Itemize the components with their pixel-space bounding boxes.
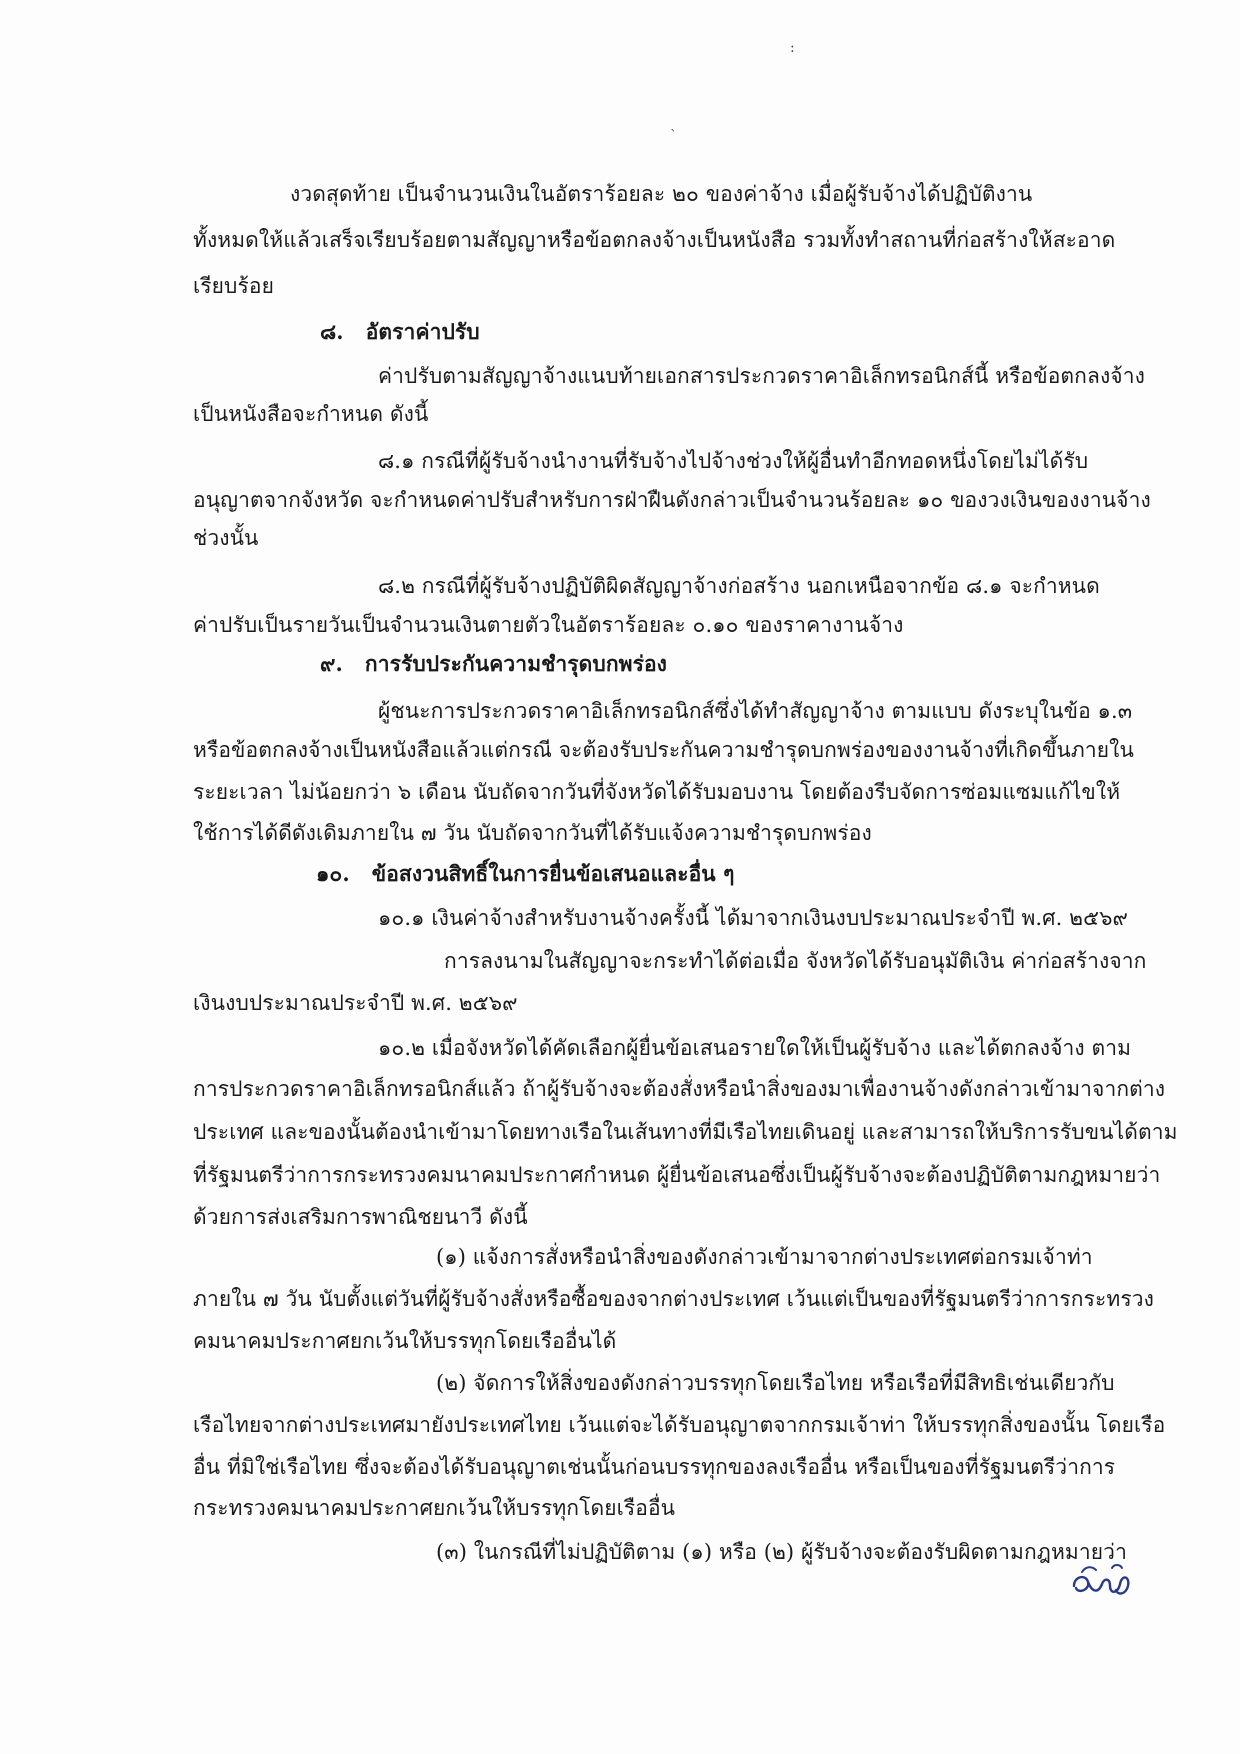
section-heading-9	[320, 650, 667, 678]
para-line: (๒) จัดการให้สิ่งของดังกล่าวบรรทุกโดยเรือไทย หรือเรือที่มีสิทธิเช่นเดียวกับ	[436, 1371, 1115, 1395]
para-line: เรียบร้อย	[193, 274, 274, 298]
para-line: การลงนามในสัญญาจะกระทำได้ต่อเมื่อ จังหวัดได้รับอนุมัติเงิน ค่าก่อสร้างจาก	[444, 949, 1147, 973]
para-line: ค่าปรับตามสัญญาจ้างแนบท้ายเอกสารประกวดราคาอิเล็กทรอนิกส์นี้ หรือข้อตกลงจ้าง	[378, 364, 1145, 388]
para-line: เรือไทยจากต่างประเทศมายังประเทศไทย เว้นแต่จะได้รับอนุญาตจากกรมเจ้าท่า ให้บรรทุกสิ่งของนั้น โดยเรือ	[193, 1413, 1166, 1437]
para-line: หรือข้อตกลงจ้างเป็นหนังสือแล้วแต่กรณี จะต้องรับประกันความชำรุดบกพร่องของงานจ้างที่เกิดขึ้นภายใน	[193, 738, 1134, 762]
para-line: การประกวดราคาอิเล็กทรอนิกส์แล้ว ถ้าผู้รับจ้างจะต้องสั่งหรือนำสิ่งของมาเพื่องานจ้างดังกล่าวเข้ามาจากต่าง	[193, 1077, 1166, 1101]
section-heading-10	[316, 860, 735, 888]
para-line: (๓) ในกรณีที่ไม่ปฏิบัติตาม (๑) หรือ (๒) ผู้รับจ้างจะต้องรับผิดตามกฎหมายว่า	[436, 1540, 1127, 1564]
page-mark-tick: `	[670, 128, 677, 144]
para-line: ภายใน ๗ วัน นับตั้งแต่วันที่ผู้รับจ้างสั่งหรือซื้อของจากต่างประเทศ เว้นแต่เป็นของที่รัฐมนตรีว่าการกระทรวง	[193, 1287, 1154, 1311]
para-line: ระยะเวลา ไม่น้อยกว่า ๖ เดือน นับถัดจากวันที่จังหวัดได้รับมอบงาน โดยต้องรีบจัดการซ่อมแซมแก้ไขให้	[193, 780, 1121, 804]
page-mark-colon: :	[790, 40, 795, 56]
section-number: ๑๐.	[316, 861, 350, 886]
section-title: อัตราค่าปรับ	[365, 319, 480, 344]
section-title: การรับประกันความชำรุดบกพร่อง	[364, 651, 668, 676]
section-number: ๘.	[320, 319, 344, 344]
handwritten-signature	[1068, 1554, 1140, 1604]
para-line: ๘.๒ กรณีที่ผู้รับจ้างปฏิบัติผิดสัญญาจ้างก่อสร้าง นอกเหนือจากข้อ ๘.๑ จะกำหนด	[378, 574, 1100, 598]
para-line: (๑) แจ้งการสั่งหรือนำสิ่งของดังกล่าวเข้ามาจากต่างประเทศต่อกรมเจ้าท่า	[436, 1245, 1093, 1269]
para-line: ประเทศ และของนั้นต้องนำเข้ามาโดยทางเรือในเส้นทางที่มีเรือไทยเดินอยู่ และสามารถให้บริการรับขนได้ตาม	[193, 1120, 1178, 1144]
para-line: เป็นหนังสือจะกำหนด ดังนี้	[193, 402, 429, 426]
para-line: ทั้งหมดให้แล้วเสร็จเรียบร้อยตามสัญญาหรือข้อตกลงจ้างเป็นหนังสือ รวมทั้งทำสถานที่ก่อสร้างให้สะอาด	[193, 228, 1116, 252]
section-heading-8	[320, 318, 480, 346]
para-line: ค่าปรับเป็นรายวันเป็นจำนวนเงินตายตัวในอัตราร้อยละ ๐.๑๐ ของราคางานจ้าง	[193, 613, 904, 637]
para-line: ผู้ชนะการประกวดราคาอิเล็กทรอนิกส์ซึ่งได้ทำสัญญาจ้าง ตามแบบ ดังระบุในข้อ ๑.๓	[378, 699, 1133, 723]
para-line: ๑๐.๒ เมื่อจังหวัดได้คัดเลือกผู้ยื่นข้อเสนอรายใดให้เป็นผู้รับจ้าง และได้ตกลงจ้าง ตาม	[378, 1036, 1132, 1060]
para-line: ด้วยการส่งเสริมการพาณิชยนาวี ดังนี้	[193, 1205, 528, 1229]
para-line: ช่วงนั้น	[193, 526, 259, 550]
para-line: ๘.๑ กรณีที่ผู้รับจ้างนำงานที่รับจ้างไปจ้างช่วงให้ผู้อื่นทำอีกทอดหนึ่งโดยไม่ได้รับ	[378, 449, 1089, 473]
para-line: อื่น ที่มิใช่เรือไทย ซึ่งจะต้องได้รับอนุญาตเช่นนั้นก่อนบรรทุกของลงเรืออื่น หรือเป็นของที่รัฐมนตรีว่าการ	[193, 1455, 1116, 1479]
para-line: ที่รัฐมนตรีว่าการกระทรวงคมนาคมประกาศกำหนด ผู้ยื่นข้อเสนอซึ่งเป็นผู้รับจ้างจะต้องปฏิบัติตามกฎหมายว่า	[193, 1163, 1161, 1187]
para-line: คมนาคมประกาศยกเว้นให้บรรทุกโดยเรืออื่นได้	[193, 1329, 617, 1353]
para-line: ๑๐.๑ เงินค่าจ้างสำหรับงานจ้างครั้งนี้ ได้มาจากเงินงบประมาณประจำปี พ.ศ. ๒๕๖๙	[378, 906, 1128, 930]
section-title: ข้อสงวนสิทธิ์ในการยื่นข้อเสนอและอื่น ๆ	[371, 861, 735, 886]
para-line: งวดสุดท้าย เป็นจำนวนเงินในอัตราร้อยละ ๒๐ ของค่าจ้าง เมื่อผู้รับจ้างได้ปฏิบัติงาน	[290, 182, 1033, 206]
para-line: กระทรวงคมนาคมประกาศยกเว้นให้บรรทุกโดยเรืออื่น	[193, 1496, 676, 1520]
para-line: เงินงบประมาณประจำปี พ.ศ. ๒๕๖๙	[193, 991, 518, 1015]
section-number: ๙.	[320, 651, 343, 676]
para-line: ใช้การได้ดีดังเดิมภายใน ๗ วัน นับถัดจากวันที่ได้รับแจ้งความชำรุดบกพร่อง	[193, 821, 872, 845]
para-line: อนุญาตจากจังหวัด จะกำหนดค่าปรับสำหรับการฝ่าฝืนดังกล่าวเป็นจำนวนร้อยละ ๑๐ ของวงเงินของงานจ้าง	[193, 488, 1151, 512]
